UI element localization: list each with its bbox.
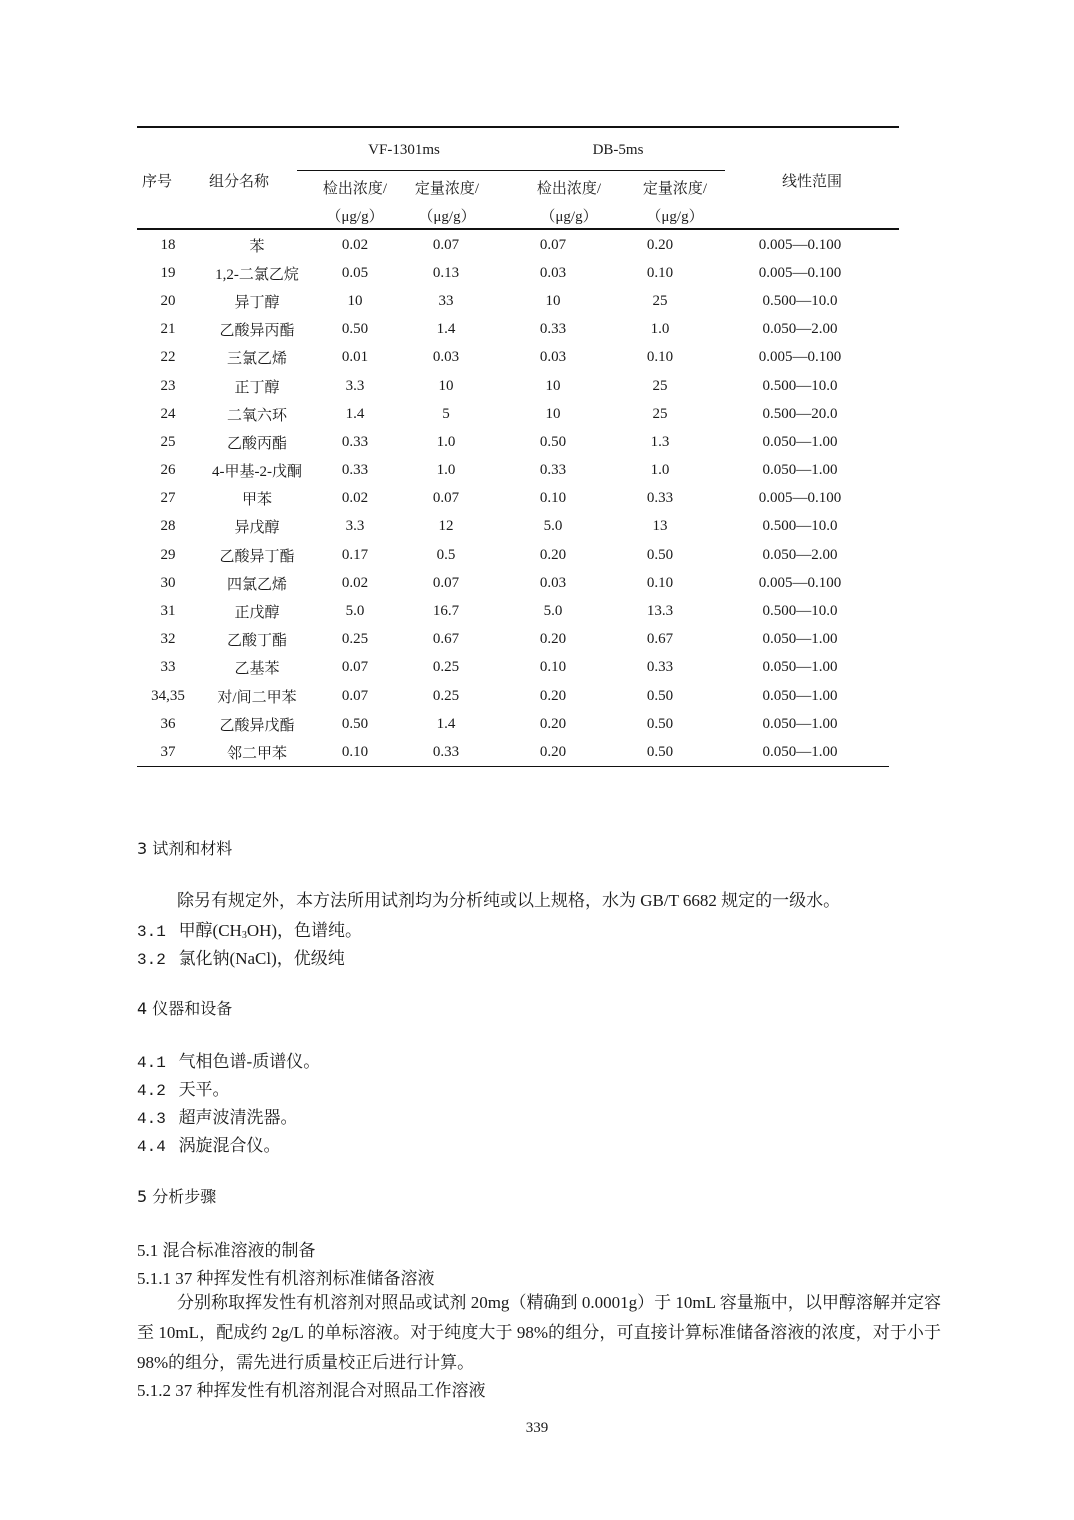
range-cell: 0.050—1.00 (762, 631, 838, 648)
quant-db-cell: 0.50 (646, 546, 674, 563)
detect-vf-cell: 3.3 (345, 377, 365, 394)
seq-cell: 19 (160, 264, 176, 281)
name-cell: 邻二甲苯 (226, 745, 287, 762)
detect-db-cell: 0.07 (539, 236, 567, 253)
detect-vf-cell: 0.07 (341, 687, 369, 704)
table-row (137, 626, 889, 654)
table-row (137, 457, 889, 485)
quant-vf-cell: 0.33 (432, 743, 460, 760)
detect-vf-cell: 0.50 (341, 715, 369, 732)
detect-vf-cell: 0.02 (341, 490, 369, 507)
table-row (137, 428, 889, 456)
seq-cell: 20 (160, 292, 176, 309)
quant-db-cell: 25 (652, 377, 668, 394)
seq-cell: 23 (160, 377, 176, 394)
header-unit-1: （μg/g） (326, 209, 384, 225)
table-row (137, 259, 889, 287)
quant-vf-cell: 33 (438, 292, 454, 309)
range-cell: 0.500—10.0 (762, 518, 838, 535)
quant-vf-cell: 0.67 (432, 631, 460, 648)
quant-db-cell: 1.3 (650, 433, 670, 450)
range-cell: 0.500—10.0 (762, 292, 838, 309)
item-4-4 (137, 1131, 281, 1156)
detect-vf-cell: 5.0 (345, 603, 365, 620)
item-3-1 (137, 916, 362, 941)
table-row (137, 569, 889, 597)
seq-cell: 24 (160, 405, 176, 422)
quant-db-cell: 0.20 (646, 236, 674, 253)
detect-db-cell: 5.0 (543, 518, 563, 535)
subsection-5-1: 5.1 混合标准溶液的制备 (137, 1241, 316, 1260)
subsection-5-1-1: 5.1.1 37 种挥发性有机溶剂标准储备溶液 (137, 1269, 435, 1288)
header-quant-2: 定量浓度/ (642, 181, 708, 197)
seq-cell: 37 (160, 743, 176, 760)
quant-db-cell: 13.3 (646, 603, 674, 620)
quant-vf-cell: 0.07 (432, 236, 460, 253)
quant-db-cell: 0.50 (646, 743, 674, 760)
name-cell: 三氯乙烯 (226, 351, 287, 368)
table-header-rule (137, 228, 899, 230)
range-cell: 0.005—0.100 (758, 574, 842, 591)
quant-vf-cell: 0.5 (436, 546, 456, 563)
table-body (137, 231, 889, 767)
quant-db-cell: 13 (652, 518, 668, 535)
quant-db-cell: 0.33 (646, 659, 674, 676)
detect-vf-cell: 0.02 (341, 574, 369, 591)
name-cell: 四氯乙烯 (226, 576, 287, 593)
header-detect-2: 检出浓度/ (536, 181, 602, 197)
table-top-rule (137, 126, 899, 128)
name-cell: 二氧六环 (226, 407, 287, 424)
name-cell: 乙酸异丁酯 (219, 548, 295, 565)
quant-vf-cell: 5 (442, 405, 450, 422)
detect-db-cell: 0.33 (539, 321, 567, 338)
table-row (137, 231, 889, 259)
table-row (137, 710, 889, 738)
detect-db-cell: 10 (545, 377, 561, 394)
subsection-5-1-2: 5.1.2 37 种挥发性有机溶剂混合对照品工作溶液 (137, 1381, 486, 1400)
range-cell: 0.500—20.0 (762, 405, 838, 422)
table-row (137, 541, 889, 569)
quant-vf-cell: 0.13 (432, 264, 460, 281)
section-5-title: 5 分析步骤 (137, 1187, 217, 1206)
header-unit-2: （μg/g） (418, 209, 476, 225)
table-row (137, 654, 889, 682)
header-group-db5ms: DB-5ms (592, 142, 644, 158)
quant-db-cell: 25 (652, 292, 668, 309)
table-row (137, 485, 889, 513)
detect-vf-cell: 3.3 (345, 518, 365, 535)
item-3-1-subscript: 3 (241, 930, 247, 941)
table-row (137, 287, 889, 315)
detect-db-cell: 0.10 (539, 659, 567, 676)
detect-db-cell: 0.03 (539, 349, 567, 366)
header-detect-1: 检出浓度/ (322, 181, 388, 197)
name-cell: 正丁醇 (234, 379, 280, 396)
item-4-1 (137, 1047, 320, 1072)
quant-vf-cell: 0.25 (432, 687, 460, 704)
range-cell: 0.050—2.00 (762, 546, 838, 563)
range-cell: 0.005—0.100 (758, 236, 842, 253)
seq-cell: 28 (160, 518, 176, 535)
table-row (137, 513, 889, 541)
item-3-2 (137, 944, 345, 969)
name-cell: 异戊醇 (234, 520, 280, 537)
detect-db-cell: 0.03 (539, 574, 567, 591)
quant-vf-cell: 1.4 (436, 321, 456, 338)
detect-db-cell: 0.20 (539, 743, 567, 760)
section-3-title: 3 试剂和材料 (137, 839, 233, 858)
section-4-title: 4 仪器和设备 (137, 999, 233, 1018)
seq-cell: 33 (160, 659, 176, 676)
item-4-2-text: 天平。 (178, 1080, 230, 1099)
item-4-1-text: 气相色谱-质谱仪。 (178, 1052, 321, 1071)
table-row (137, 316, 889, 344)
item-4-3-text: 超声波清洗器。 (178, 1108, 298, 1127)
item-4-3-number: 4.3 (137, 1110, 166, 1128)
quant-vf-cell: 0.03 (432, 349, 460, 366)
quant-vf-cell: 12 (438, 518, 454, 535)
range-cell: 0.005—0.100 (758, 490, 842, 507)
item-4-4-text: 涡旋混合仪。 (178, 1136, 281, 1155)
quant-db-cell: 0.10 (646, 349, 674, 366)
name-cell: 对/间二甲苯 (217, 689, 297, 706)
detect-vf-cell: 0.07 (341, 659, 369, 676)
detect-db-cell: 0.20 (539, 715, 567, 732)
seq-cell: 31 (160, 603, 176, 620)
name-cell: 乙基苯 (234, 661, 280, 678)
quant-db-cell: 0.10 (646, 574, 674, 591)
name-cell: 乙酸丙酯 (226, 435, 287, 452)
seq-cell: 22 (160, 349, 176, 366)
table-row (137, 372, 889, 400)
range-cell: 0.005—0.100 (758, 264, 842, 281)
quant-db-cell: 0.33 (646, 490, 674, 507)
detect-vf-cell: 0.10 (341, 743, 369, 760)
item-4-1-number: 4.1 (137, 1054, 166, 1072)
detect-vf-cell: 0.50 (341, 321, 369, 338)
header-name: 组分名称 (208, 174, 269, 190)
detect-db-cell: 0.20 (539, 631, 567, 648)
seq-cell: 30 (160, 574, 176, 591)
column-group-rule (297, 170, 725, 171)
range-cell: 0.500—10.0 (762, 603, 838, 620)
quant-vf-cell: 0.07 (432, 574, 460, 591)
table-row (137, 597, 889, 625)
table-row (137, 400, 889, 428)
name-cell: 乙酸异丙酯 (219, 323, 295, 340)
quant-vf-cell: 1.4 (436, 715, 456, 732)
item-4-3 (137, 1103, 298, 1128)
seq-cell: 21 (160, 321, 176, 338)
detect-db-cell: 10 (545, 405, 561, 422)
seq-cell: 26 (160, 462, 176, 479)
header-unit-4: （μg/g） (646, 209, 704, 225)
range-cell: 0.050—2.00 (762, 321, 838, 338)
range-cell: 0.005—0.100 (758, 349, 842, 366)
name-cell: 乙酸异戊酯 (219, 717, 295, 734)
item-4-4-number: 4.4 (137, 1138, 166, 1156)
detect-vf-cell: 1.4 (345, 405, 365, 422)
name-cell: 甲苯 (241, 492, 272, 509)
detect-db-cell: 0.50 (539, 433, 567, 450)
range-cell: 0.050—1.00 (762, 743, 838, 760)
detect-vf-cell: 0.33 (341, 462, 369, 479)
detect-vf-cell: 0.05 (341, 264, 369, 281)
quant-vf-cell: 1.0 (436, 462, 456, 479)
subsection-5-1-1-paragraph: 分别称取挥发性有机溶剂对照品或试剂 20mg（精确到 0.0001g）于 10mL 容量瓶中，以甲醇溶解并定容至 10mL，配成约 2g/L 的单标溶液。对于纯度大于 98%的组分，可直接计算标准储备溶液的浓度，对于小于 98%的组分，需先进行质量校正后进行计算。 (137, 1293, 941, 1372)
quant-vf-cell: 1.0 (436, 433, 456, 450)
quant-vf-cell: 0.07 (432, 490, 460, 507)
seq-cell: 25 (160, 433, 176, 450)
detect-db-cell: 0.10 (539, 490, 567, 507)
detect-db-cell: 0.20 (539, 687, 567, 704)
quant-db-cell: 1.0 (650, 321, 670, 338)
range-cell: 0.050—1.00 (762, 462, 838, 479)
detect-vf-cell: 0.02 (341, 236, 369, 253)
item-3-2-text: 氯化钠(NaCl)，优级纯 (178, 949, 345, 968)
table-row (137, 682, 889, 710)
header-group-vf1301ms: VF-1301ms (368, 142, 440, 158)
quant-vf-cell: 10 (438, 377, 454, 394)
item-3-2-number: 3.2 (137, 951, 166, 969)
item-4-2-number: 4.2 (137, 1082, 166, 1100)
quant-db-cell: 1.0 (650, 462, 670, 479)
range-cell: 0.050—1.00 (762, 687, 838, 704)
quant-vf-cell: 0.25 (432, 659, 460, 676)
detect-vf-cell: 0.01 (341, 349, 369, 366)
name-cell: 1,2-二氯乙烷 (215, 266, 299, 283)
detect-db-cell: 0.03 (539, 264, 567, 281)
seq-cell: 34,35 (151, 687, 185, 704)
detect-db-cell: 5.0 (543, 603, 563, 620)
detect-vf-cell: 0.17 (341, 546, 369, 563)
seq-cell: 32 (160, 631, 176, 648)
seq-cell: 27 (160, 490, 176, 507)
table-row (137, 344, 889, 372)
range-cell: 0.050—1.00 (762, 659, 838, 676)
seq-cell: 36 (160, 715, 176, 732)
range-cell: 0.500—10.0 (762, 377, 838, 394)
quant-db-cell: 0.50 (646, 715, 674, 732)
header-quant-1: 定量浓度/ (414, 181, 480, 197)
page-number: 339 (525, 1420, 549, 1436)
range-cell: 0.050—1.00 (762, 433, 838, 450)
range-cell: 0.050—1.00 (762, 715, 838, 732)
quant-db-cell: 0.50 (646, 687, 674, 704)
header-linear-range: 线性范围 (781, 174, 842, 190)
item-3-1-text-b: OH)，色谱纯。 (246, 921, 363, 940)
section-3-intro: 除另有规定外，本方法所用试剂均为分析纯或以上规格，水为 GB/T 6682 规定的一级水。 (177, 891, 841, 910)
detect-db-cell: 10 (545, 292, 561, 309)
seq-cell: 18 (160, 236, 176, 253)
header-unit-3: （μg/g） (540, 209, 598, 225)
seq-cell: 29 (160, 546, 176, 563)
name-cell: 苯 (249, 238, 265, 255)
quant-db-cell: 25 (652, 405, 668, 422)
item-3-1-number: 3.1 (137, 923, 166, 941)
item-3-1-text-a: 甲醇(CH (178, 921, 242, 940)
name-cell: 4-甲基-2-戊酮 (212, 464, 302, 481)
detect-db-cell: 0.33 (539, 462, 567, 479)
name-cell: 正戊醇 (234, 605, 280, 622)
quant-vf-cell: 16.7 (432, 603, 460, 620)
name-cell: 异丁醇 (234, 294, 280, 311)
detect-vf-cell: 0.33 (341, 433, 369, 450)
detect-db-cell: 0.20 (539, 546, 567, 563)
name-cell: 乙酸丁酯 (226, 633, 287, 650)
detect-vf-cell: 0.25 (341, 631, 369, 648)
detect-vf-cell: 10 (347, 292, 363, 309)
quant-db-cell: 0.67 (646, 631, 674, 648)
header-seq: 序号 (141, 174, 172, 190)
quant-db-cell: 0.10 (646, 264, 674, 281)
table-row (137, 738, 889, 766)
item-4-2 (137, 1075, 230, 1100)
